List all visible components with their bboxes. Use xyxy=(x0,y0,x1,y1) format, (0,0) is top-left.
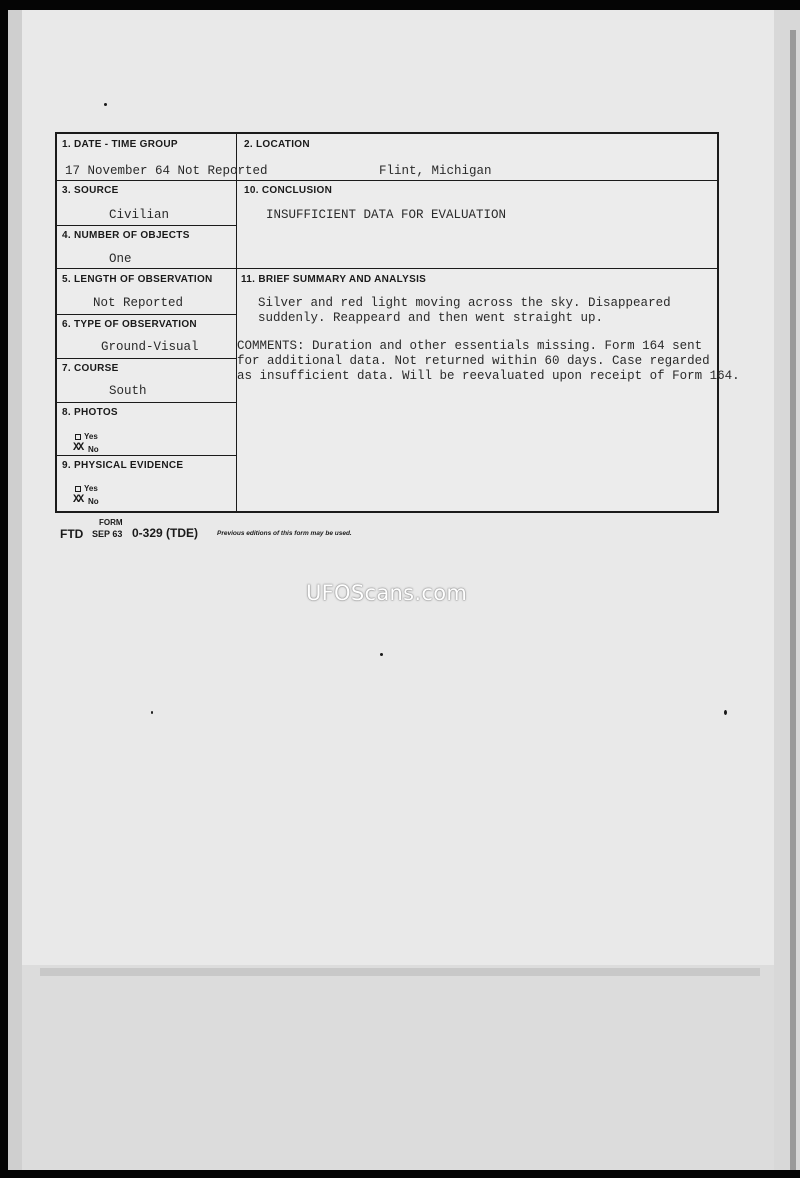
page-fold-edge xyxy=(40,968,760,976)
scan-speck xyxy=(104,103,107,106)
row-divider xyxy=(57,358,237,359)
physical-evidence-yes-label: Yes xyxy=(84,484,98,493)
photos-no-label: No xyxy=(88,445,99,454)
source-value: Civilian xyxy=(109,208,170,222)
comments-line: COMMENTS: Duration and other essentials missing. Form 164 sent xyxy=(237,339,703,353)
physical-evidence-yes-option xyxy=(75,484,98,493)
row-divider xyxy=(57,314,237,315)
footer-date-code: SEP 63 xyxy=(92,529,123,539)
scan-left-edge xyxy=(8,10,22,1170)
brief-summary-label: 11. BRIEF SUMMARY AND ANALYSIS xyxy=(241,274,427,285)
type-of-observation-value: Ground-Visual xyxy=(101,340,199,354)
watermark: UFOScans.com xyxy=(306,581,468,605)
project-record-card xyxy=(55,132,740,513)
number-of-objects-value: One xyxy=(109,252,132,266)
footer-ftd: FTD xyxy=(60,527,84,541)
scan-right-edge xyxy=(774,10,800,1170)
checkbox-icon xyxy=(75,434,81,440)
date-time-group-label: 1. DATE - TIME GROUP xyxy=(62,139,178,150)
course-label: 7. COURSE xyxy=(62,363,119,374)
row-divider xyxy=(57,180,717,181)
location-value: Flint, Michigan xyxy=(379,164,492,178)
photos-label: 8. PHOTOS xyxy=(62,407,118,418)
location-label: 2. LOCATION xyxy=(244,139,310,150)
footer-form-number: 0-329 (TDE) xyxy=(132,526,199,540)
footer-form-word: FORM xyxy=(99,518,123,527)
comments-line: as insufficient data. Will be reevaluated upon receipt of Form 164. xyxy=(237,369,740,383)
length-of-observation-label: 5. LENGTH OF OBSERVATION xyxy=(62,274,213,285)
type-of-observation-label: 6. TYPE OF OBSERVATION xyxy=(62,319,197,330)
comments-line: for additional data. Not returned within 60 days. Case regarded xyxy=(237,354,710,368)
row-divider xyxy=(57,225,237,226)
photos-no-mark: XX xyxy=(73,442,83,454)
summary-line: Silver and red light moving across the sky. Disappeared xyxy=(258,296,671,310)
conclusion-label: 10. CONCLUSION xyxy=(244,185,333,196)
column-divider xyxy=(236,134,237,511)
conclusion-value: INSUFFICIENT DATA FOR EVALUATION xyxy=(266,208,507,222)
date-time-group-value: 17 November 64 Not Reported xyxy=(65,164,268,178)
summary-line: suddenly. Reappeard and then went straight up. xyxy=(258,311,604,325)
scan-speck xyxy=(724,710,727,715)
length-of-observation-value: Not Reported xyxy=(93,296,184,310)
number-of-objects-label: 4. NUMBER OF OBJECTS xyxy=(62,230,190,241)
source-label: 3. SOURCE xyxy=(62,185,119,196)
scan-speck xyxy=(151,711,153,714)
physical-evidence-no-mark: XX xyxy=(73,494,83,506)
row-divider xyxy=(57,402,237,403)
course-value: South xyxy=(109,384,147,398)
row-divider xyxy=(57,455,237,456)
footer-note: Previous editions of this form may be used. xyxy=(217,530,352,537)
photos-yes-option xyxy=(75,432,98,441)
checkbox-icon xyxy=(75,486,81,492)
scan-speck xyxy=(380,653,383,656)
document-lower-area xyxy=(22,965,774,1170)
photos-yes-label: Yes xyxy=(84,432,98,441)
scan-right-shadow xyxy=(790,30,796,1170)
physical-evidence-no-label: No xyxy=(88,497,99,506)
row-divider xyxy=(57,268,717,269)
physical-evidence-label: 9. PHYSICAL EVIDENCE xyxy=(62,460,184,471)
